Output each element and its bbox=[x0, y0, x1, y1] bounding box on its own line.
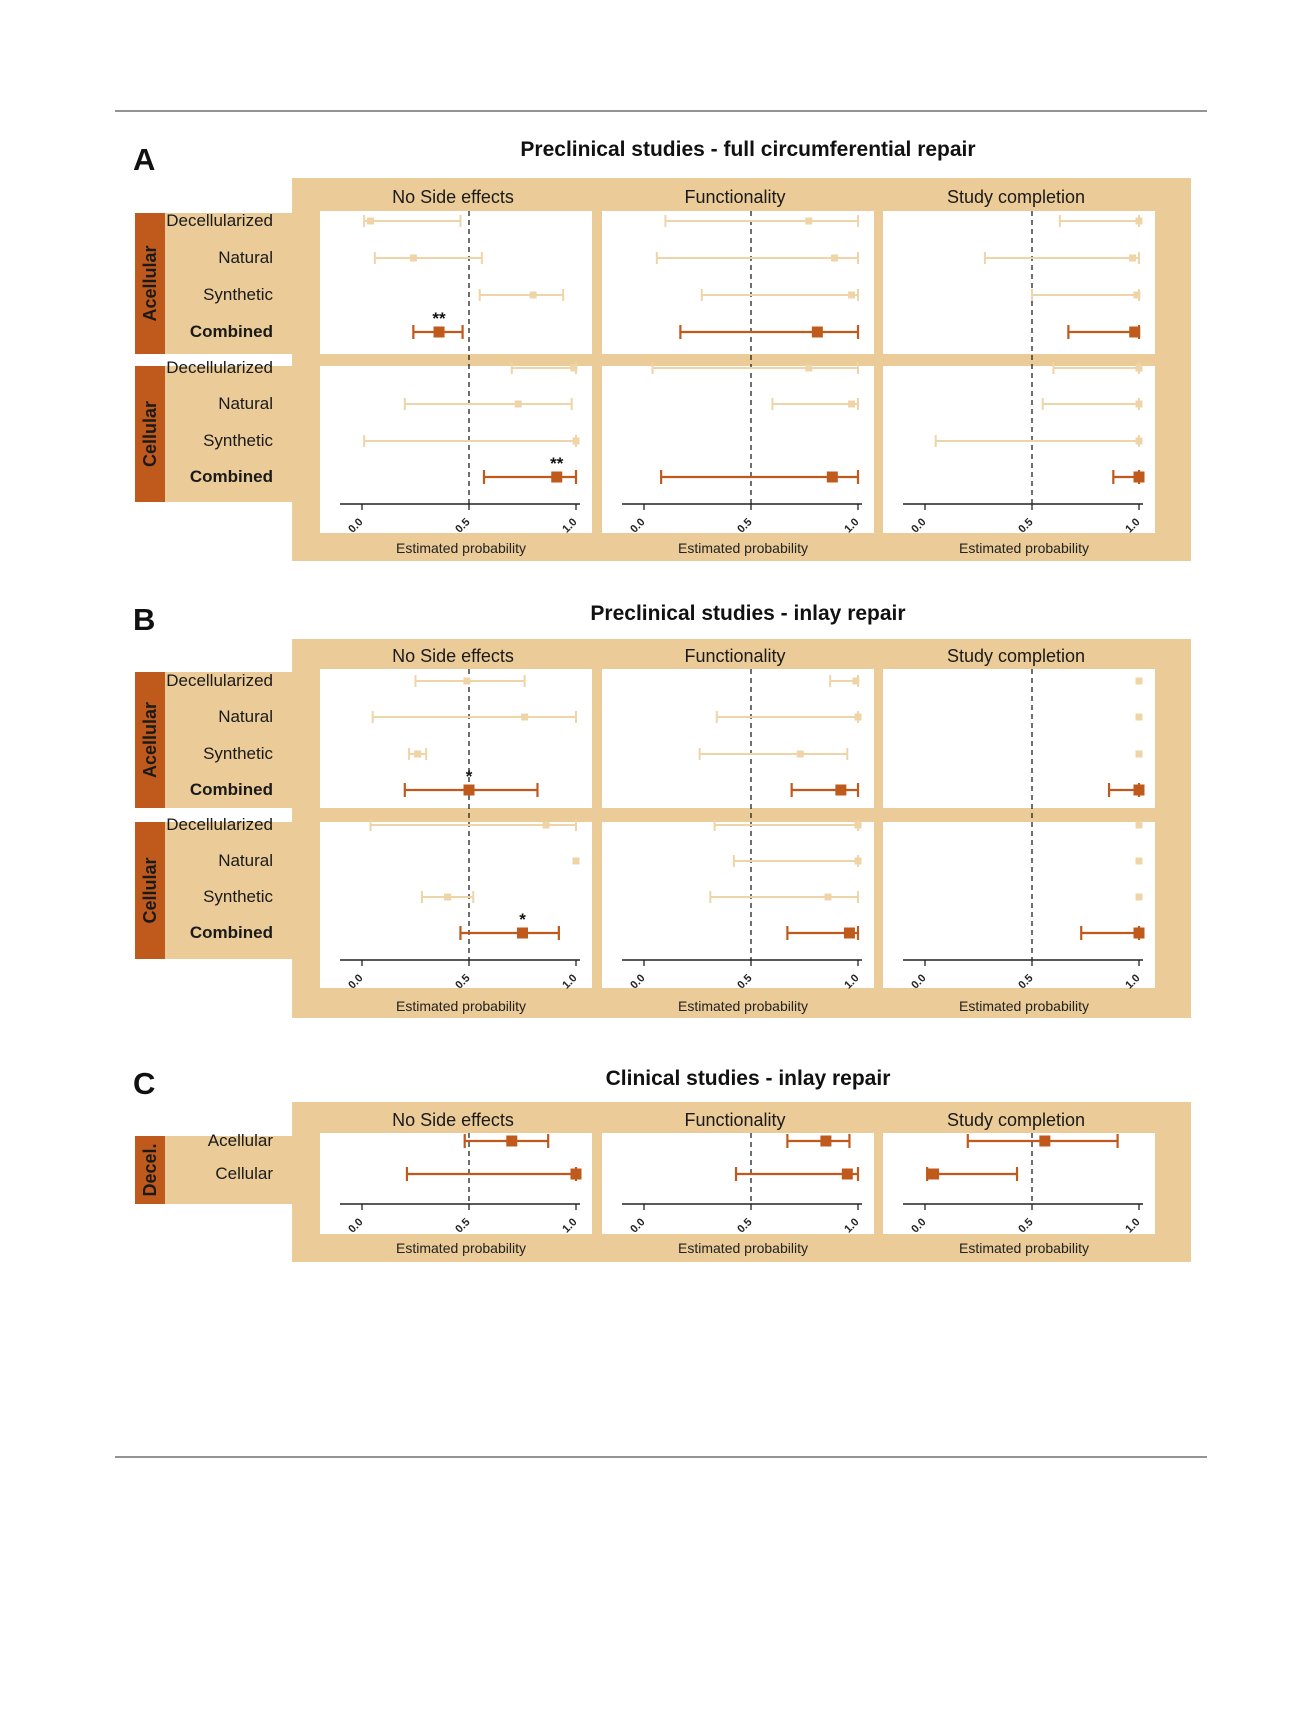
row-label: Acellular bbox=[207, 1131, 273, 1150]
row-label: Natural bbox=[218, 394, 273, 413]
estimate-point bbox=[1129, 255, 1136, 262]
column-header: No Side effects bbox=[392, 187, 514, 207]
estimate-point bbox=[410, 255, 417, 262]
x-axis-label: Estimated probability bbox=[678, 998, 808, 1014]
x-tick-label: 0.5 bbox=[1016, 516, 1036, 536]
panel-letter: A bbox=[133, 142, 156, 177]
row-label: Synthetic bbox=[203, 285, 273, 304]
estimate-point bbox=[414, 751, 421, 758]
x-axis-label: Estimated probability bbox=[678, 1240, 808, 1256]
x-tick-label: 1.0 bbox=[842, 1216, 862, 1236]
plot-area bbox=[602, 1133, 874, 1234]
estimate-point bbox=[463, 678, 470, 685]
x-tick-label: 1.0 bbox=[1123, 972, 1143, 992]
x-tick-label: 0.0 bbox=[909, 516, 929, 536]
estimate-point bbox=[848, 292, 855, 299]
estimate-point bbox=[820, 1136, 831, 1147]
estimate-point bbox=[1136, 365, 1143, 372]
plot-area bbox=[602, 822, 874, 988]
column-header: Functionality bbox=[684, 187, 786, 207]
estimate-point bbox=[825, 894, 832, 901]
row-label: Natural bbox=[218, 248, 273, 267]
group-label: Acellular bbox=[140, 701, 160, 779]
estimate-point bbox=[848, 401, 855, 408]
plot-area bbox=[883, 1133, 1155, 1234]
estimate-point bbox=[1136, 751, 1143, 758]
estimate-point bbox=[1136, 858, 1143, 865]
plot-area bbox=[602, 669, 874, 808]
x-tick-label: 0.0 bbox=[628, 516, 648, 536]
x-tick-label: 1.0 bbox=[842, 516, 862, 536]
panel-a bbox=[133, 138, 1191, 561]
estimate-point bbox=[1136, 714, 1143, 721]
column-header: Study completion bbox=[946, 1110, 1086, 1130]
estimate-point bbox=[1133, 292, 1140, 299]
row-label: Synthetic bbox=[203, 431, 273, 450]
panel-b bbox=[133, 602, 1191, 1018]
plot-area bbox=[320, 669, 592, 808]
column-header: Study completion bbox=[946, 646, 1086, 666]
estimate-point bbox=[812, 327, 823, 338]
x-tick-label: 0.5 bbox=[735, 1216, 755, 1236]
estimate-point bbox=[444, 894, 451, 901]
row-label: Synthetic bbox=[203, 744, 273, 763]
estimate-point bbox=[1134, 928, 1145, 939]
estimate-point bbox=[573, 438, 580, 445]
significance-marker: * bbox=[519, 910, 526, 929]
estimate-point bbox=[827, 472, 838, 483]
x-axis-label: Estimated probability bbox=[396, 998, 526, 1014]
x-axis-label: Estimated probability bbox=[959, 998, 1089, 1014]
estimate-point bbox=[530, 292, 537, 299]
significance-marker: ** bbox=[432, 309, 446, 328]
estimate-point bbox=[1129, 327, 1140, 338]
estimate-point bbox=[367, 218, 374, 225]
x-tick-label: 0.0 bbox=[346, 516, 366, 536]
x-tick-label: 0.5 bbox=[1016, 972, 1036, 992]
x-axis-label: Estimated probability bbox=[678, 540, 808, 556]
significance-marker: ** bbox=[550, 454, 564, 473]
x-axis-label: Estimated probability bbox=[396, 1240, 526, 1256]
panel-title: Preclinical studies - inlay repair bbox=[590, 602, 906, 625]
estimate-point bbox=[1136, 822, 1143, 829]
estimate-point bbox=[464, 785, 475, 796]
estimate-point bbox=[805, 365, 812, 372]
column-header: Functionality bbox=[684, 646, 786, 666]
estimate-point bbox=[1039, 1136, 1050, 1147]
group-label: Cellular bbox=[140, 400, 160, 468]
x-axis-label: Estimated probability bbox=[959, 540, 1089, 556]
group-label: Cellular bbox=[140, 857, 160, 924]
x-tick-label: 1.0 bbox=[842, 972, 862, 992]
row-label: Decellularized bbox=[166, 211, 273, 230]
row-label: Decellularized bbox=[166, 358, 273, 377]
group-label: Decel. bbox=[140, 1143, 160, 1197]
estimate-point bbox=[570, 365, 577, 372]
x-tick-label: 0.0 bbox=[346, 972, 366, 992]
plot-area bbox=[320, 366, 592, 536]
column-header: Functionality bbox=[684, 1110, 786, 1130]
estimate-point bbox=[1136, 678, 1143, 685]
x-axis-label: Estimated probability bbox=[396, 540, 526, 556]
column-header: Study completion bbox=[946, 187, 1086, 207]
x-tick-label: 0.5 bbox=[453, 972, 473, 992]
x-tick-label: 1.0 bbox=[560, 516, 580, 536]
x-tick-label: 1.0 bbox=[560, 972, 580, 992]
estimate-point bbox=[855, 822, 862, 829]
plot-area bbox=[883, 669, 1155, 808]
estimate-point bbox=[521, 714, 528, 721]
estimate-point bbox=[928, 1169, 939, 1180]
plot-area bbox=[320, 1133, 592, 1234]
panel-letter: B bbox=[133, 602, 156, 637]
estimate-point bbox=[797, 751, 804, 758]
estimate-point bbox=[1136, 894, 1143, 901]
estimate-point bbox=[1136, 438, 1143, 445]
x-tick-label: 0.0 bbox=[346, 1216, 366, 1236]
panel-letter: C bbox=[133, 1066, 156, 1101]
estimate-point bbox=[844, 928, 855, 939]
significance-marker: * bbox=[465, 767, 473, 786]
estimate-point bbox=[805, 218, 812, 225]
group-label: Acellular bbox=[140, 245, 160, 322]
column-header: No Side effects bbox=[392, 1110, 514, 1130]
x-tick-label: 1.0 bbox=[560, 1216, 580, 1236]
row-label: Combined bbox=[189, 923, 273, 942]
row-label: Synthetic bbox=[203, 887, 273, 906]
row-label: Natural bbox=[218, 851, 273, 870]
estimate-point bbox=[1136, 218, 1143, 225]
x-tick-label: 1.0 bbox=[1123, 1216, 1143, 1236]
plot-area bbox=[883, 822, 1155, 988]
estimate-point bbox=[434, 327, 445, 338]
estimate-point bbox=[1134, 785, 1145, 796]
estimate-point bbox=[517, 928, 528, 939]
row-label: Decellularized bbox=[166, 815, 273, 834]
x-tick-label: 0.5 bbox=[735, 972, 755, 992]
estimate-point bbox=[543, 822, 550, 829]
x-tick-label: 1.0 bbox=[1123, 516, 1143, 536]
x-tick-label: 0.0 bbox=[628, 1216, 648, 1236]
estimate-point bbox=[571, 1169, 582, 1180]
row-label: Combined bbox=[189, 322, 273, 341]
x-tick-label: 0.5 bbox=[735, 516, 755, 536]
panel-c bbox=[133, 1066, 1191, 1262]
row-label: Decellularized bbox=[166, 671, 273, 690]
estimate-point bbox=[855, 858, 862, 865]
x-tick-label: 0.0 bbox=[909, 972, 929, 992]
estimate-point bbox=[515, 401, 522, 408]
x-tick-label: 0.5 bbox=[1016, 1216, 1036, 1236]
estimate-point bbox=[551, 472, 562, 483]
panel-title: Clinical studies - inlay repair bbox=[605, 1067, 891, 1090]
estimate-point bbox=[835, 785, 846, 796]
x-tick-label: 0.5 bbox=[453, 1216, 473, 1236]
estimate-point bbox=[855, 714, 862, 721]
row-label: Combined bbox=[189, 467, 273, 486]
row-label: Natural bbox=[218, 707, 273, 726]
estimate-point bbox=[1136, 401, 1143, 408]
row-label: Cellular bbox=[215, 1164, 273, 1183]
estimate-point bbox=[842, 1169, 853, 1180]
estimate-point bbox=[831, 255, 838, 262]
estimate-point bbox=[852, 678, 859, 685]
plot-area bbox=[602, 366, 874, 536]
estimate-point bbox=[1134, 472, 1145, 483]
plot-area bbox=[883, 366, 1155, 536]
x-tick-label: 0.0 bbox=[909, 1216, 929, 1236]
x-tick-label: 0.5 bbox=[453, 516, 473, 536]
column-header: No Side effects bbox=[392, 646, 514, 666]
plot-area bbox=[320, 822, 592, 988]
estimate-point bbox=[573, 858, 580, 865]
x-axis-label: Estimated probability bbox=[959, 1240, 1089, 1256]
panel-title: Preclinical studies - full circumferential repair bbox=[520, 138, 976, 161]
estimate-point bbox=[506, 1136, 517, 1147]
row-label: Combined bbox=[189, 780, 273, 799]
x-tick-label: 0.0 bbox=[628, 972, 648, 992]
